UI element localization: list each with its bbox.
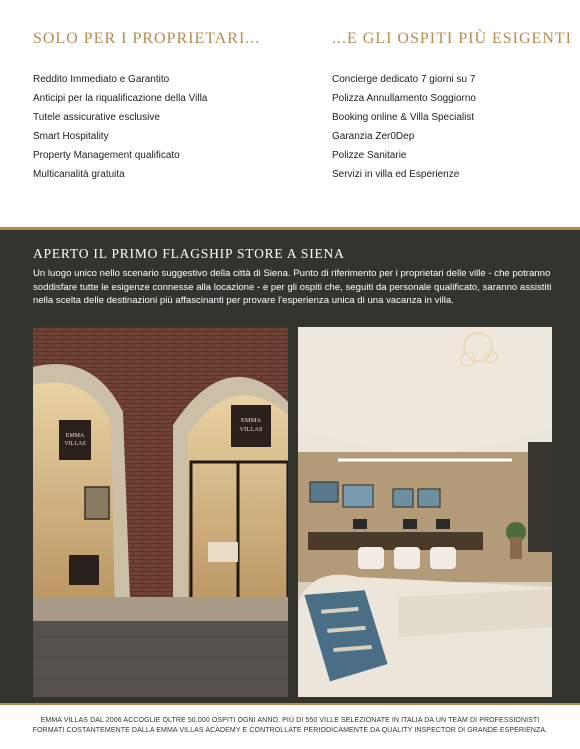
list-item: Anticipi per la riqualificazione della Villa — [33, 93, 208, 104]
owners-list — [33, 70, 293, 184]
guests-list — [332, 70, 562, 184]
owners-title: SOLO PER I PROPRIETARI... — [33, 30, 261, 47]
store-interior-photo — [298, 327, 552, 697]
list-item: Property Management qualificato — [33, 150, 180, 161]
footer-line: FORMATI COSTANTEMENTE DALLA EMMA VILLAS ACADEMY E CONTROLLATE PERIODICAMENTE DA QUALITY INSPECTOR DI GRANDE ESPERIENZA. — [32, 727, 548, 734]
list-item: Polizze Sanitarie — [332, 150, 407, 161]
sign-text: VILLAS — [239, 426, 263, 433]
list-item: Multicanalità gratuita — [33, 169, 125, 180]
guests-title: ...E GLI OSPITI PIÙ ESIGENTI — [332, 30, 572, 47]
footer — [20, 716, 560, 736]
flagship-store-section — [0, 230, 580, 703]
footer-line: EMMA VILLAS DAL 2006 ACCOGLIE OLTRE 50.000 OSPITI OGNI ANNO. PIÙ DI 550 VILLE SELEZIONATE IN ITALIA DA UN TEAM DI PROFESSIONISTI — [40, 717, 540, 724]
list-item: Polizza Annullamento Soggiorno — [332, 93, 476, 104]
list-item: Reddito Immediato e Garantito — [33, 74, 170, 85]
list-item: Tutele assicurative esclusive — [33, 112, 160, 123]
sign-text: VILLAS — [64, 441, 86, 447]
gold-divider — [0, 703, 580, 705]
sign-text: EMMA — [240, 417, 262, 424]
list-item: Smart Hospitality — [33, 131, 109, 142]
list-item: Servizi in villa ed Esperienze — [332, 169, 460, 180]
list-item: Garanzia Zer0Dep — [332, 131, 415, 142]
sign-text: EMMA — [65, 433, 85, 439]
guests-column — [332, 30, 572, 184]
list-item: Concierge dedicato 7 giorni su 7 — [332, 74, 476, 85]
owners-column — [33, 30, 293, 184]
sign-panel — [59, 420, 91, 460]
storefront-photo — [33, 327, 288, 697]
store-title: APERTO IL PRIMO FLAGSHIP STORE A SIENA — [33, 246, 345, 261]
store-description: Un luogo unico nello scenario suggestivo della città di Siena. Punto di riferimento per i proprietari delle ville - che potranno soddisfare tutte le esigenze connesse alla locazione - e per gli ospiti che, seguiti da personale qualificato, saranno assistiti nella scelta delle destinazioni più affascinanti per provare l'esperienza unica di una vacanza in villa. — [33, 268, 552, 306]
benefits-section — [0, 0, 580, 228]
list-item: Booking online & Villa Specialist — [332, 112, 475, 123]
